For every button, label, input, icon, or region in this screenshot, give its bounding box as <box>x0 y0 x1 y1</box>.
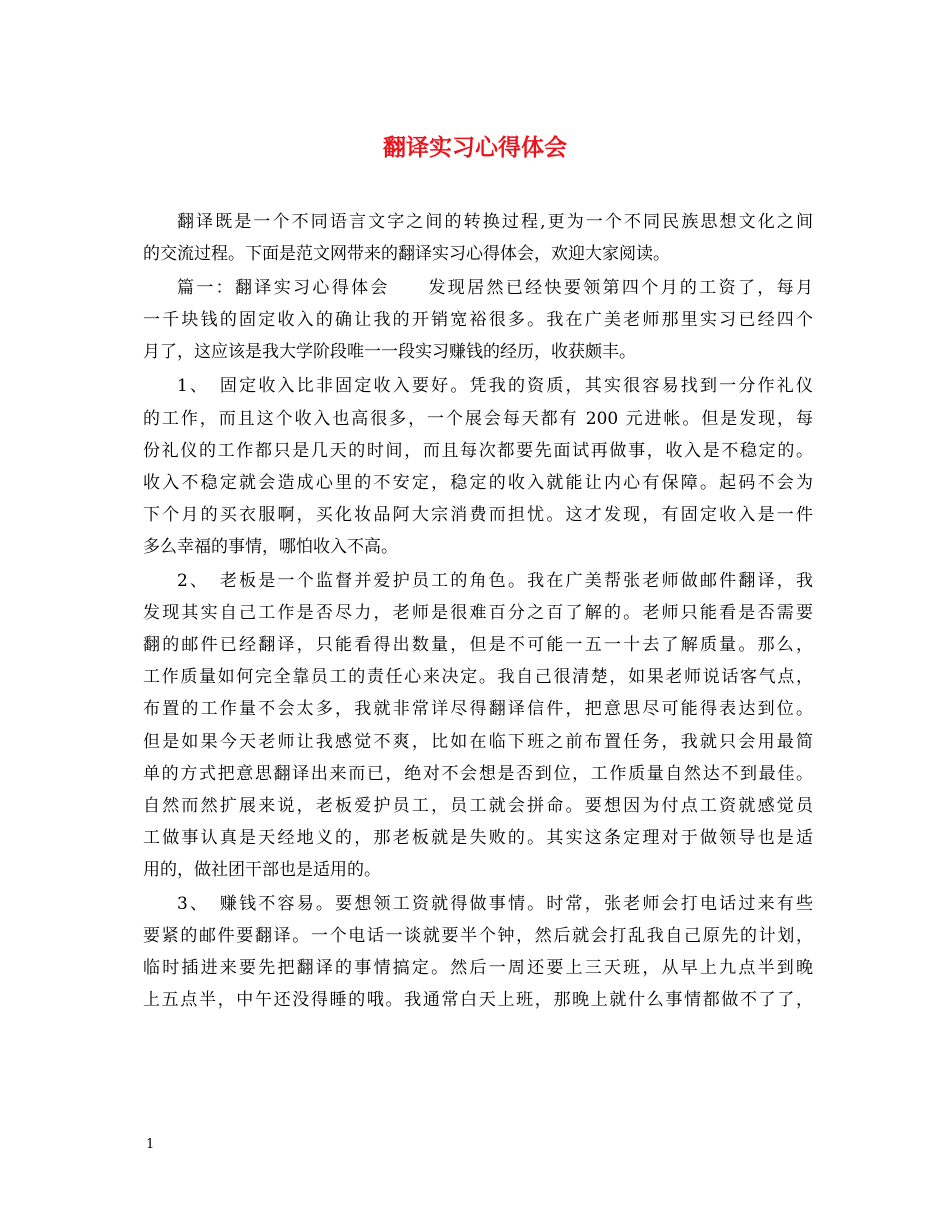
paragraph-line: 一千块钱的固定收入的确让我的开销宽裕很多。我在广美老师那里实习已经四个 <box>143 310 813 331</box>
paragraph-line: 翻的邮件已经翻译，只能看得出数量，但是不可能一五一十去了解质量。那么， <box>143 635 813 656</box>
document-body <box>143 206 813 1018</box>
paragraph <box>143 565 813 886</box>
paragraph-line: 月了，这应该是我大学阶段唯一一段实习赚钱的经历，收获颇丰。 <box>143 342 636 363</box>
page-title: 翻译实习心得体会 <box>383 134 567 161</box>
paragraph-line: 工作质量如何完全靠员工的责任心来决定。我自己很清楚，如果老师说话客气点， <box>143 667 813 688</box>
paragraph-line: 上五点半，中午还没得睡的哦。我通常白天上班，那晚上就什么事情都做不了了， <box>143 990 813 1011</box>
paragraph-line: 用的，做社团干部也是适用的。 <box>143 859 381 880</box>
paragraph-line: 2、 老板是一个监督并爱护员工的角色。我在广美帮张老师做邮件翻译，我 <box>177 571 813 592</box>
paragraph-line: 1、 固定收入比非固定收入要好。凭我的资质，其实很容易找到一分作礼仪 <box>177 376 813 397</box>
paragraph <box>143 370 813 563</box>
paragraph-line: 单的方式把意思翻译出来而已，绝对不会想是否到位，工作质量自然达不到最佳。 <box>143 763 813 784</box>
paragraph-line: 下个月的买衣服啊，买化妆品阿大宗消费而担忧。这才发现，有固定收入是一件 <box>143 504 813 525</box>
paragraph-line: 但是如果今天老师让我感觉不爽，比如在临下班之前布置任务，我就只会用最简 <box>143 731 813 752</box>
paragraph-line: 多么幸福的事情，哪怕收入不高。 <box>143 536 398 557</box>
paragraph-line: 临时插进来要先把翻译的事情搞定。然后一周还要上三天班，从早上九点半到晚 <box>143 958 813 979</box>
paragraph-line: 篇一：翻译实习心得体会 发现居然已经快要领第四个月的工资了，每月 <box>177 278 813 299</box>
paragraph-line: 的交流过程。下面是范文网带来的翻译实习心得体会，欢迎大家阅读。 <box>143 244 670 265</box>
paragraph-line: 自然而然扩展来说，老板爱护员工，员工就会拼命。要想因为付点工资就感觉员 <box>143 795 813 816</box>
paragraph-line: 工做事认真是天经地义的，那老板就是失败的。其实这条定理对于做领导也是适 <box>143 827 813 848</box>
paragraph-line: 3、 赚钱不容易。要想领工资就得做事情。时常，张老师会打电话过来有些 <box>177 893 813 914</box>
paragraph-line: 的工作，而且这个收入也高很多，一个展会每天都有 200 元进帐。但是发现，每 <box>143 408 813 429</box>
paragraph-line: 发现其实自己工作是否尽力，老师是很难百分之百了解的。老师只能看是否需要 <box>143 603 813 624</box>
paragraph-line: 要紧的邮件要翻译。一个电话一谈就要半个钟，然后就会打乱我自己原先的计划， <box>143 926 813 947</box>
paragraph <box>143 272 813 368</box>
paragraph <box>143 206 813 270</box>
paragraph-line: 份礼仪的工作都只是几天的时间，而且每次都要先面试再做事，收入是不稳定的。 <box>143 440 813 461</box>
paragraph-line: 收入不稳定就会造成心里的不安定，稳定的收入就能让内心有保障。起码不会为 <box>143 472 813 493</box>
paragraph-spacing <box>143 1016 813 1018</box>
paragraph <box>143 888 813 1016</box>
paragraph-line: 翻译既是一个不同语言文字之间的转换过程,更为一个不同民族思想文化之间 <box>177 212 813 232</box>
paragraph-line: 布置的工作量不会太多，我就非常详尽得翻译信件，把意思尽可能得表达到位。 <box>143 699 813 720</box>
page-number: 1 <box>146 1137 155 1152</box>
